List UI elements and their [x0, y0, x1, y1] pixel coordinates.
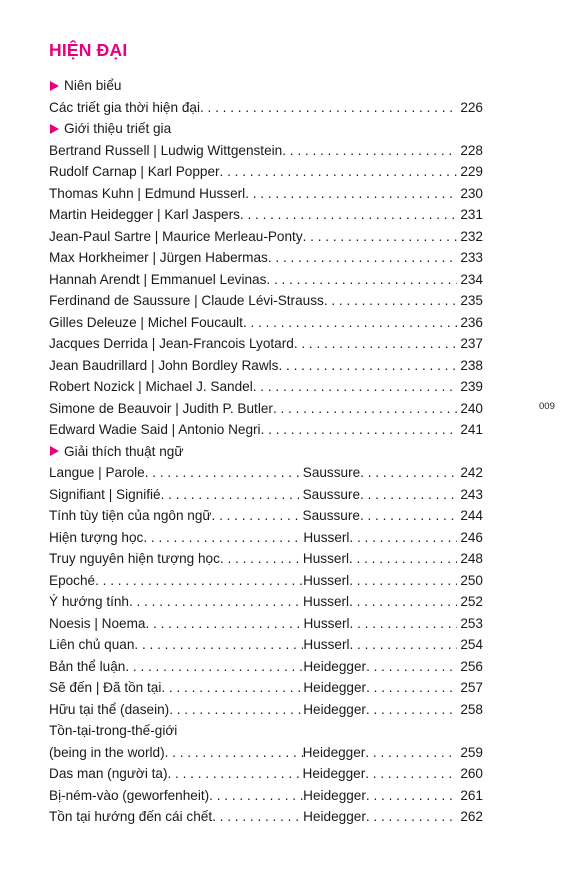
- toc-page-number: 256: [460, 658, 483, 674]
- toc-term-entry: [49, 484, 483, 506]
- toc-page-number: 235: [460, 293, 483, 308]
- dot-leader: [220, 161, 458, 183]
- dot-leader: [212, 806, 303, 828]
- dot-leader: [240, 204, 457, 226]
- toc-page-number: 237: [460, 336, 483, 351]
- toc-page-number: 244: [460, 508, 483, 523]
- dot-leader: [324, 290, 458, 312]
- dot-leader: [349, 548, 457, 570]
- dot-leader: [360, 462, 457, 484]
- toc-entry-label: Simone de Beauvoir | Judith P. Butler: [49, 400, 273, 416]
- chapter-title: HIỆN ĐẠI: [49, 40, 128, 60]
- toc-term-philosopher: Heidegger: [303, 701, 366, 717]
- section-heading: [49, 441, 483, 463]
- toc-page: [49, 36, 483, 828]
- toc-entry-label: Jean-Paul Sartre | Maurice Merleau-Ponty: [49, 228, 303, 244]
- toc-entry: [49, 183, 483, 205]
- toc-term-label: Langue | Parole: [49, 465, 145, 480]
- toc-term-label: Hiện tượng học: [49, 529, 144, 545]
- toc-page-number: 226: [460, 99, 483, 115]
- dot-leader: [294, 333, 458, 355]
- toc-term-philosopher: Husserl: [302, 551, 349, 566]
- toc-page-number: 262: [460, 809, 483, 824]
- toc-term-entry: [49, 763, 483, 785]
- toc-entry-label: Max Horkheimer | Jürgen Habermas: [49, 250, 268, 265]
- dot-leader: [129, 591, 303, 613]
- toc-page-number: 254: [460, 637, 483, 652]
- toc-term-label: Hữu tại thể (dasein): [49, 701, 170, 717]
- toc-entry: [49, 312, 483, 334]
- dot-leader: [168, 763, 303, 785]
- toc-entry: [49, 204, 483, 226]
- toc-entry-label: Tồn-tại-trong-thế-giới: [49, 723, 178, 738]
- toc-term-label: Bị-ném-vào (geworfenheit): [49, 787, 210, 803]
- toc-entry: [49, 226, 483, 248]
- dot-leader: [209, 785, 303, 807]
- dot-leader: [360, 505, 457, 527]
- triangle-bullet-icon: [50, 124, 59, 134]
- toc-term-philosopher: Saussure: [302, 508, 360, 523]
- toc-entry-label: Jacques Derrida | Jean-Francois Lyotard: [49, 336, 294, 351]
- toc-entry: [49, 140, 483, 162]
- toc-term-philosopher: Heidegger: [303, 809, 366, 824]
- dot-leader: [161, 677, 303, 699]
- dot-leader: [145, 462, 303, 484]
- toc-term-entry: [49, 699, 483, 721]
- dot-leader: [220, 548, 303, 570]
- toc-term-entry: [49, 806, 483, 828]
- toc-term-label: Liên chủ quan: [49, 637, 135, 652]
- toc-term-label: Signifiant | Signifié: [49, 486, 161, 502]
- toc-entry-label: Gilles Deleuze | Michel Foucault: [49, 314, 243, 330]
- toc-term-philosopher: Heidegger: [303, 680, 367, 695]
- toc-term-philosopher: Saussure: [302, 486, 361, 502]
- toc-page-number: 250: [460, 572, 483, 588]
- toc-page-number: 234: [460, 271, 483, 287]
- dot-leader: [282, 140, 457, 162]
- toc-line: [49, 720, 483, 742]
- dot-leader: [349, 570, 457, 592]
- toc-page-number: 240: [460, 400, 483, 416]
- dot-leader: [145, 613, 303, 635]
- dot-leader: [161, 484, 303, 506]
- toc-page-number: 261: [460, 787, 483, 803]
- toc-entry: [49, 97, 483, 119]
- toc-page-number: 248: [460, 551, 483, 566]
- triangle-bullet-icon: [50, 81, 59, 91]
- toc-page-number: 260: [460, 766, 483, 781]
- toc-term-label: Noesis | Noema: [49, 615, 146, 631]
- toc-term-label: Epoché: [49, 572, 96, 588]
- toc-page-number: 233: [460, 250, 483, 265]
- dot-leader: [169, 699, 303, 721]
- dot-leader: [365, 742, 457, 764]
- toc-list: [49, 75, 483, 828]
- dot-leader: [253, 376, 458, 398]
- toc-term-entry: [49, 462, 483, 484]
- dot-leader: [278, 355, 457, 377]
- dot-leader: [303, 226, 458, 248]
- toc-term-philosopher: Heidegger: [303, 787, 366, 803]
- dot-leader: [350, 613, 458, 635]
- toc-term-philosopher: Husserl: [303, 529, 350, 545]
- section-label: Giới thiệu triết gia: [64, 121, 172, 136]
- toc-entry-label: Thomas Kuhn | Edmund Husserl: [49, 185, 246, 201]
- section-label: Giải thích thuật ngữ: [64, 443, 184, 459]
- toc-term-entry: [49, 505, 483, 527]
- toc-page-number: 252: [460, 594, 483, 609]
- toc-page-number: 232: [460, 228, 483, 244]
- section-heading: [49, 118, 483, 140]
- toc-entry-label: Các triết gia thời hiện đại: [49, 99, 200, 115]
- toc-entry-label: Rudolf Carnap | Karl Popper: [49, 164, 220, 179]
- dot-leader: [266, 269, 457, 291]
- toc-term-label: (being in the world): [49, 744, 165, 760]
- toc-page-number: 229: [460, 164, 483, 179]
- toc-term-philosopher: Heidegger: [302, 744, 366, 760]
- toc-term-entry: [49, 613, 483, 635]
- toc-entry: [49, 376, 483, 398]
- toc-page-number: 236: [460, 314, 483, 330]
- toc-page-number: 246: [460, 529, 483, 545]
- toc-term-entry: [49, 527, 483, 549]
- dot-leader: [200, 97, 457, 119]
- dot-leader: [366, 806, 457, 828]
- toc-entry-label: Martin Heidegger | Karl Jaspers: [49, 207, 240, 222]
- toc-entry: [49, 269, 483, 291]
- toc-entry-label: Hannah Arendt | Emmanuel Levinas: [49, 271, 267, 287]
- toc-entry: [49, 419, 483, 441]
- toc-page-number: 242: [460, 465, 483, 480]
- section-label: Niên biểu: [64, 78, 122, 93]
- dot-leader: [273, 398, 457, 420]
- toc-term-entry: [49, 742, 483, 764]
- toc-term-philosopher: Husserl: [303, 615, 350, 631]
- toc-page-number: 239: [460, 379, 483, 394]
- toc-term-label: Das man (người ta): [49, 766, 168, 781]
- dot-leader: [165, 742, 303, 764]
- toc-term-entry: [49, 656, 483, 678]
- toc-page-number: 253: [460, 615, 483, 631]
- section-heading: [49, 75, 483, 97]
- toc-term-philosopher: Husserl: [303, 572, 350, 588]
- dot-leader: [366, 699, 457, 721]
- toc-term-entry: [49, 570, 483, 592]
- dot-leader: [366, 785, 457, 807]
- toc-page-number: 258: [460, 701, 483, 717]
- toc-term-label: Bản thể luận: [49, 658, 126, 674]
- dot-leader: [143, 527, 303, 549]
- toc-term-label: Ý hướng tính: [49, 594, 129, 609]
- toc-term-philosopher: Saussure: [302, 465, 361, 480]
- toc-term-label: Truy nguyên hiện tượng học: [49, 551, 220, 566]
- toc-page-number: 231: [460, 207, 483, 222]
- toc-entry-label: Edward Wadie Said | Antonio Negri: [49, 422, 261, 437]
- toc-entry: [49, 398, 483, 420]
- dot-leader: [365, 763, 457, 785]
- dot-leader: [349, 591, 457, 613]
- toc-entry: [49, 355, 483, 377]
- toc-term-label: Sẽ đến | Đã tồn tại: [49, 680, 162, 695]
- dot-leader: [360, 484, 457, 506]
- dot-leader: [212, 505, 303, 527]
- toc-term-philosopher: Husserl: [303, 637, 350, 652]
- toc-page-number: 241: [460, 422, 483, 437]
- toc-page-number: 257: [460, 680, 483, 695]
- toc-entry-label: Bertrand Russell | Ludwig Wittgenstein: [49, 142, 283, 158]
- triangle-bullet-icon: [50, 446, 59, 456]
- toc-term-philosopher: Heidegger: [303, 658, 367, 674]
- toc-page-number: 243: [460, 486, 483, 502]
- toc-term-label: Tồn tại hướng đến cái chết: [49, 809, 213, 824]
- toc-term-label: Tính tùy tiện của ngôn ngữ: [49, 508, 212, 523]
- toc-page-number: 230: [460, 185, 483, 201]
- toc-term-entry: [49, 548, 483, 570]
- dot-leader: [366, 656, 457, 678]
- dot-leader: [243, 312, 457, 334]
- toc-entry: [49, 161, 483, 183]
- dot-leader: [134, 634, 303, 656]
- toc-entry: [49, 333, 483, 355]
- toc-term-entry: [49, 785, 483, 807]
- toc-term-entry: [49, 591, 483, 613]
- dot-leader: [350, 634, 458, 656]
- toc-page-number: 238: [460, 357, 483, 373]
- toc-term-philosopher: Heidegger: [302, 766, 366, 781]
- toc-entry-label: Robert Nozick | Michael J. Sandel: [49, 379, 253, 394]
- dot-leader: [125, 656, 303, 678]
- toc-entry-label: Jean Baudrillard | John Bordley Rawls: [49, 357, 279, 373]
- toc-entry-label: Ferdinand de Saussure | Claude Lévi-Strauss: [49, 293, 324, 308]
- dot-leader: [245, 183, 457, 205]
- toc-term-philosopher: Husserl: [303, 594, 350, 609]
- page-number: 009: [539, 401, 555, 412]
- toc-entry: [49, 247, 483, 269]
- dot-leader: [261, 419, 458, 441]
- toc-page-number: 259: [460, 744, 483, 760]
- toc-term-entry: [49, 677, 483, 699]
- dot-leader: [349, 527, 457, 549]
- dot-leader: [268, 247, 457, 269]
- dot-leader: [95, 570, 303, 592]
- toc-entry: [49, 290, 483, 312]
- toc-term-entry: [49, 634, 483, 656]
- toc-page-number: 228: [460, 142, 483, 158]
- dot-leader: [366, 677, 457, 699]
